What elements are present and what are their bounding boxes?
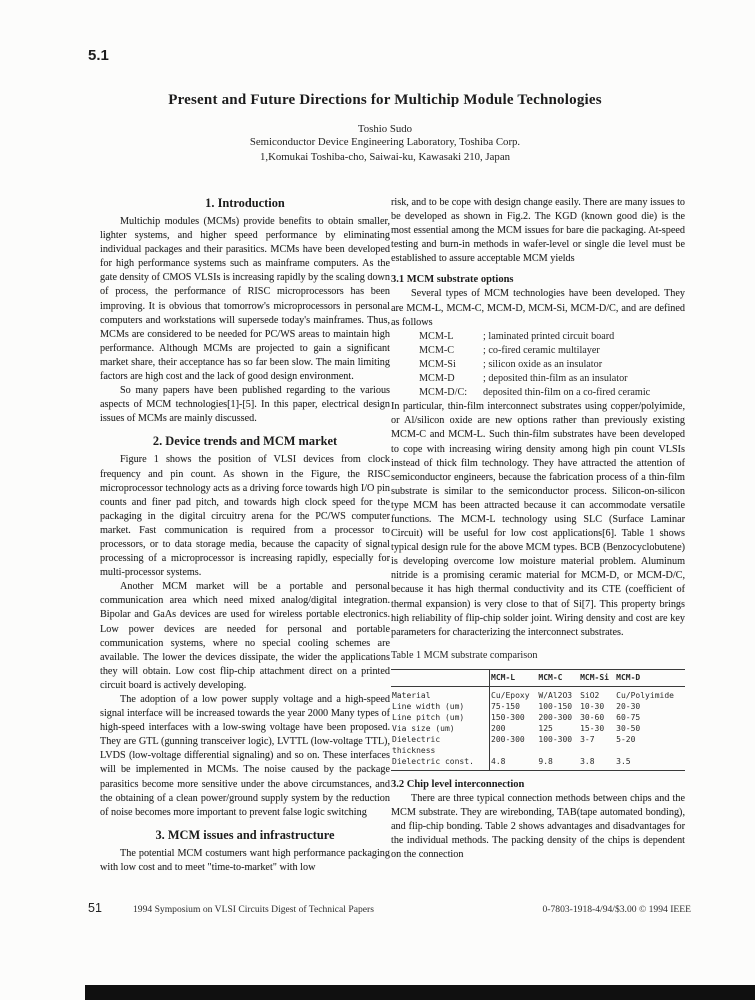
table-caption: Table 1 MCM substrate comparison bbox=[391, 649, 538, 661]
definition-desc: ; laminated printed circuit board bbox=[483, 330, 615, 342]
table-cell: Cu/Polyimide bbox=[616, 690, 674, 700]
table-cell: 3.8 bbox=[580, 756, 595, 766]
definition-item bbox=[391, 386, 685, 400]
table-cell: 200-300 bbox=[491, 734, 525, 744]
heading-chip-level-interconnection: 3.2 Chip level interconnection bbox=[391, 778, 525, 790]
table-cell: Material bbox=[391, 686, 490, 701]
right-column bbox=[391, 196, 685, 862]
author-affiliation: Semiconductor Device Engineering Laboratory, Toshiba Corp. bbox=[249, 136, 521, 148]
definition-item bbox=[391, 330, 685, 344]
definition-desc: ; silicon oxide as an insulator bbox=[483, 358, 603, 370]
table-header-cell bbox=[391, 669, 490, 686]
definition-term: MCM-C bbox=[419, 344, 455, 356]
table-header-cell: MCM-C bbox=[537, 669, 579, 686]
table-cell: 30-50 bbox=[616, 723, 641, 733]
table-cell: Line width (um) bbox=[391, 701, 490, 712]
paragraph: In particular, thin-film interconnect substrates using copper/polyimide, or Al/silicon oxide are new options rather than previously existing MCM-C and MCM-L. Such thin-film substrates have been developed to cope with increasing wiring density among high pin count VLSIs instead of thick film technology. They have attracted the attention of semiconductor engineers, because the fabrication process of a thin-film substrate is similar to the semiconductor process. Silicon-on-silicon type MCM has been attracted because it can accommodate versatile functions. The MCM-L technology using SLC (Surface Laminar Circuit) will be useful for low cost applications[6]. Table 1 shows typical design rule for the above MCM types. BCB (Benzocyclobutene) is developing overcome low moisture material problem. Aluminum nitride is a promising ceramic material for MCM-D, or MCM-D/C, because it has high thermal conductivity and its CTE (coefficient of thermal expansion) is very close to that of Si[7]. This property brings high reliability of flip-chip solder joint. Wiring density and cost are key parameters for characterizing the interconnect substrates. bbox=[391, 401, 685, 638]
table-cell: Cu/Epoxy bbox=[491, 690, 530, 700]
copyright-notice: 0-7803-1918-4/94/$3.00 © 1994 IEEE bbox=[542, 904, 691, 915]
definition-desc: ; co-fired ceramic multilayer bbox=[483, 344, 600, 356]
paragraph: So many papers have been published regarding to the various aspects of MCM technologies[1]-[5]. In this paper, electrical design issues of MCMs are mainly discussed. bbox=[100, 385, 390, 425]
paragraph: Figure 1 shows the position of VLSI devices from clock frequency and pin count. As shown in the Figure, the RISC microprocessor technology acts as a driving force towards high I/O pin counts and finer pad pitch, and towards high clock speed for the packaging in the digital circuitry arena for the PC/WS computer market. Fast communication is required from a processor to processors, or to data storage media, because the capacity of signal processing of a microprocessor is increasing rapidly, especially for multi-processor systems. bbox=[100, 454, 390, 579]
table-cell: 4.8 bbox=[491, 756, 506, 766]
table-row bbox=[391, 686, 685, 701]
table-cell: 125 bbox=[538, 723, 553, 733]
paragraph: risk, and to be cope with design change easily. There are many issues to be developed as shown in Fig.2. The KGD (known good die) is the most essential among the MCM issues for bare die packaging. At-speed testing and burn-in methods in wafer-level or single die level must be established to assure acceptable MCM yields bbox=[391, 197, 685, 265]
definition-term: MCM-L bbox=[419, 330, 454, 342]
table-header-cell: MCM-L bbox=[490, 669, 538, 686]
heading-substrate-options: 3.1 MCM substrate options bbox=[391, 274, 514, 286]
table-cell: 3.5 bbox=[616, 756, 631, 766]
table-cell: Dielectric thickness bbox=[391, 734, 490, 756]
table-row bbox=[391, 701, 685, 712]
table-header-cell: MCM-Si bbox=[579, 669, 615, 686]
heading-mcm-issues: 3. MCM issues and infrastructure bbox=[155, 827, 335, 842]
table-cell: Via size (um) bbox=[391, 723, 490, 734]
table-cell: W/Al2O3 bbox=[538, 690, 573, 700]
paragraph: Multichip modules (MCMs) provide benefits to obtain smaller, lighter systems, and higher speed performance by eliminating individual packages and their parasitics. MCMs have been developed for high performance systems such as mainframe computers. As the gate density of CMOS VLSIs is increasing rapidly by the scaling down of process, the performance of RISC microprocessors has been improving. It is obvious that tomorrow's microprocessors in personal computers and workstations will supersede today's mainframes. Thus, MCMs are considered to be needed for PC/WS areas to maintain high performance. Although MCMs are projected to gain a significant market share, their acceptance has so far been slow. The main limiting factors are high cost and the lack of good design environment. bbox=[100, 216, 390, 383]
table-header-cell: MCM-D bbox=[615, 669, 685, 686]
scan-artifact-bar bbox=[85, 985, 755, 1000]
conference-name: 1994 Symposium on VLSI Circuits Digest of Technical Papers bbox=[133, 904, 374, 915]
paragraph: Several types of MCM technologies have been developed. They are MCM-L, MCM-C, MCM-D, MCM-Si, MCM-D/C, and are defined as follows bbox=[391, 288, 685, 328]
table-row bbox=[391, 756, 685, 771]
table-cell: 30-60 bbox=[580, 712, 605, 722]
table-cell: 200 bbox=[491, 723, 506, 733]
mcm-substrate-table bbox=[391, 669, 685, 771]
paragraph: The adoption of a low power supply voltage and a high-speed signal interface will be increased towards the year 2000 Many types of high-speed interfaces with a low-swing voltage have been proposed. They are GTL (gunning transceiver logic), LVTTL (low-voltage TTL), LVDS (low-voltage differential signaling) and so on. These interfaces will be implemented in MCMs. The noise caused by the package parasitics become more sensitive under the above circumstances, and the obtaining of a clean power/ground supply system by the reduction of noise becomes more important to prevent false logic switching bbox=[100, 694, 390, 818]
mcm-definition-list bbox=[391, 330, 685, 400]
table-cell: 10-30 bbox=[580, 701, 605, 711]
table-header-row bbox=[391, 669, 685, 686]
author-name: Toshio Sudo bbox=[357, 123, 413, 135]
definition-item bbox=[391, 344, 685, 358]
definition-item bbox=[391, 372, 685, 386]
heading-introduction: 1. Introduction bbox=[205, 196, 285, 210]
table-cell: 15-30 bbox=[580, 723, 605, 733]
paragraph: The potential MCM costumers want high performance packaging with low cost and to meet "time-to-market" with low bbox=[100, 847, 390, 873]
table-row bbox=[391, 723, 685, 734]
table-cell: 100-300 bbox=[538, 734, 573, 744]
table-row bbox=[391, 734, 685, 756]
definition-term: MCM-D/C: bbox=[419, 387, 468, 399]
table-cell: 75-150 bbox=[491, 701, 520, 711]
table-cell: 20-30 bbox=[616, 701, 641, 711]
table-cell: 5-20 bbox=[616, 734, 636, 744]
author-address: 1,Komukai Toshiba-cho, Saiwai-ku, Kawasaki 210, Japan bbox=[259, 151, 511, 163]
table-cell: Dielectric const. bbox=[391, 756, 490, 771]
paragraph: There are three typical connection methods between chips and the MCM substrate. They are wirebonding, TAB(tape automated bonding), and flip-chip bonding. Table 2 shows advantages and disadvantages for the individual methods. The packing density of the chips is dependent on the connection bbox=[391, 792, 685, 861]
table-cell: SiO2 bbox=[580, 690, 600, 700]
table-cell: 3-7 bbox=[580, 734, 595, 744]
table-cell: Line pitch (um) bbox=[391, 712, 490, 723]
paragraph: Another MCM market will be a portable and personal communication area which need mixed analog/digital integration. Bipolar and GaAs devices are used for wireless portable electronics. Low power devices are needed for personal and portable communication systems, where no special cooling schemes are available. The lower the devices dissipate, the wider the applications they will obtain. Low cost flip-chip attachment direct on a printed circuit board is actively developing. bbox=[100, 581, 390, 691]
definition-term: MCM-Si bbox=[419, 358, 456, 370]
definition-desc: deposited thin-film on a co-fired ceramic bbox=[483, 387, 651, 399]
session-number: 5.1 bbox=[88, 47, 109, 64]
heading-device-trends: 2. Device trends and MCM market bbox=[152, 434, 338, 449]
table-cell: 200-300 bbox=[538, 712, 573, 722]
table-row bbox=[391, 712, 685, 723]
table-cell: 60-75 bbox=[616, 712, 641, 722]
definition-item bbox=[391, 358, 685, 372]
table-cell: 9.8 bbox=[538, 756, 553, 766]
left-column bbox=[100, 196, 390, 875]
page-number: 51 bbox=[88, 901, 102, 915]
definition-desc: ; deposited thin-film as an insulator bbox=[483, 373, 628, 385]
definition-term: MCM-D bbox=[419, 373, 455, 385]
table-cell: 100-150 bbox=[538, 701, 573, 711]
paper-header bbox=[75, 92, 695, 165]
paper-title: Present and Future Directions for Multichip Module Technologies bbox=[168, 92, 602, 108]
table-cell: 150-300 bbox=[491, 712, 525, 722]
